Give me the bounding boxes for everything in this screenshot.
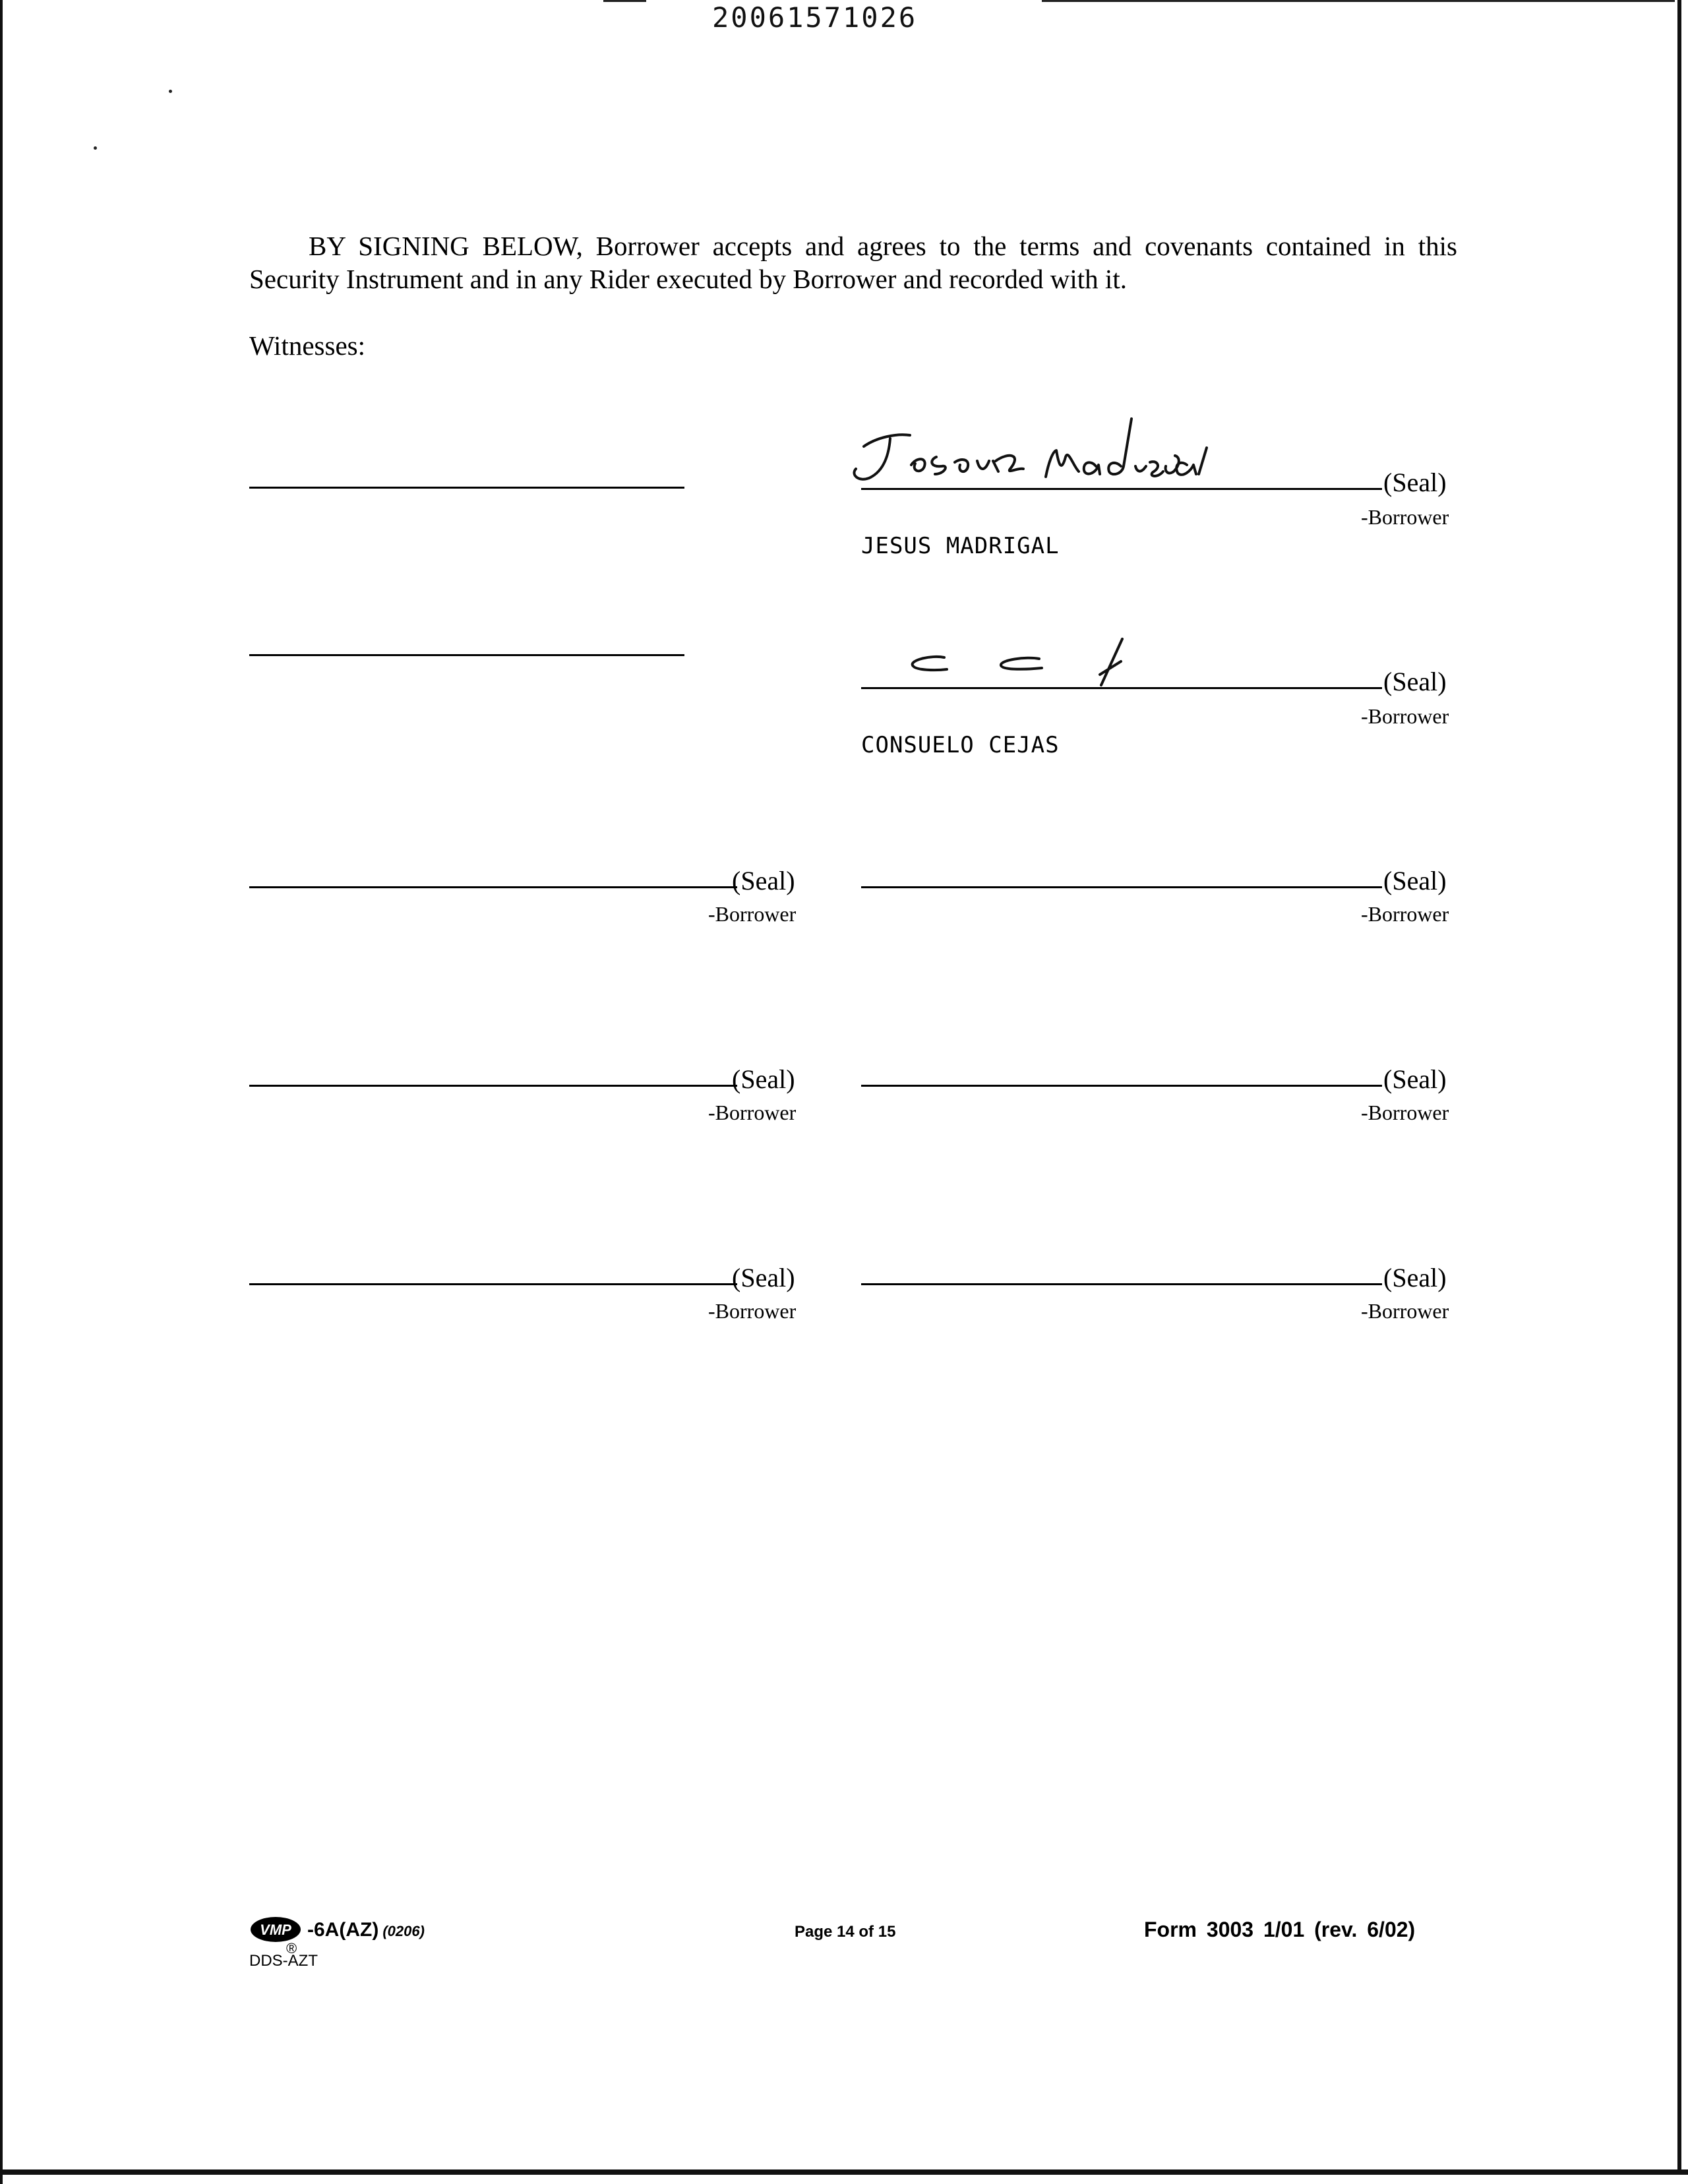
blank-signature-line [249, 1085, 737, 1087]
blank-signature-line [249, 1283, 737, 1285]
borrower-1-name: JESUS MADRIGAL [861, 533, 1060, 559]
borrower-1-signature-line [861, 488, 1382, 490]
borrower-label: -Borrower [1361, 902, 1449, 926]
seal-label: (Seal) [1383, 667, 1447, 696]
document-number: 20061571026 [712, 1, 918, 34]
scan-speck [94, 146, 97, 150]
witness-signature-line [249, 487, 684, 489]
scan-border-left [0, 0, 3, 2184]
vmp-logo-icon [249, 1916, 302, 1943]
scan-top-mark [603, 0, 646, 2]
form-code-version: (0206) [382, 1923, 425, 1939]
witnesses-label: Witnesses: [249, 330, 365, 361]
blank-signature-line [861, 1283, 1382, 1285]
borrower-label: -Borrower [708, 902, 797, 926]
seal-label: (Seal) [1383, 1263, 1447, 1292]
borrower-label: -Borrower [708, 1299, 797, 1323]
registered-mark: ® [286, 1940, 297, 1957]
scan-speck [169, 90, 172, 93]
blank-signature-line [249, 886, 737, 888]
borrower-label: -Borrower [1361, 1101, 1449, 1124]
agreement-paragraph: BY SIGNING BELOW, Borrower accepts and agrees to the terms and covenants contained in this Security Instrument and in any Rider executed by Borrower and recorded with it. [249, 231, 1457, 294]
borrower-label: -Borrower [1361, 505, 1449, 529]
seal-label: (Seal) [1383, 1064, 1447, 1094]
scan-border-bottom [0, 2169, 1688, 2175]
page-number: Page 14 of 15 [795, 1923, 896, 1941]
form-code-main: -6A(AZ) [307, 1919, 379, 1941]
seal-label: (Seal) [732, 1064, 795, 1094]
blank-signature-line [861, 886, 1382, 888]
seal-label: (Seal) [732, 1263, 795, 1292]
borrower-2-name: CONSUELO CEJAS [861, 732, 1060, 758]
seal-label: (Seal) [1383, 866, 1447, 895]
svg-text:VMP: VMP [260, 1922, 291, 1938]
borrower-label: -Borrower [1361, 704, 1449, 728]
dds-code: DDS-AZT [249, 1952, 318, 1970]
blank-signature-line [861, 1085, 1382, 1087]
form-code [307, 1919, 425, 1941]
borrower-2-handwritten-signature [903, 636, 1154, 689]
scan-top-mark [1042, 0, 1675, 2]
borrower-2-signature-line [861, 687, 1382, 689]
borrower-label: -Borrower [708, 1101, 797, 1124]
scan-border-right [1677, 0, 1681, 2173]
seal-label: (Seal) [1383, 468, 1447, 497]
witness-signature-line [249, 654, 684, 656]
borrower-label: -Borrower [1361, 1299, 1449, 1323]
seal-label: (Seal) [732, 866, 795, 895]
form-number: Form 3003 1/01 (rev. 6/02) [1144, 1918, 1416, 1941]
borrower-1-handwritten-signature [837, 406, 1246, 491]
